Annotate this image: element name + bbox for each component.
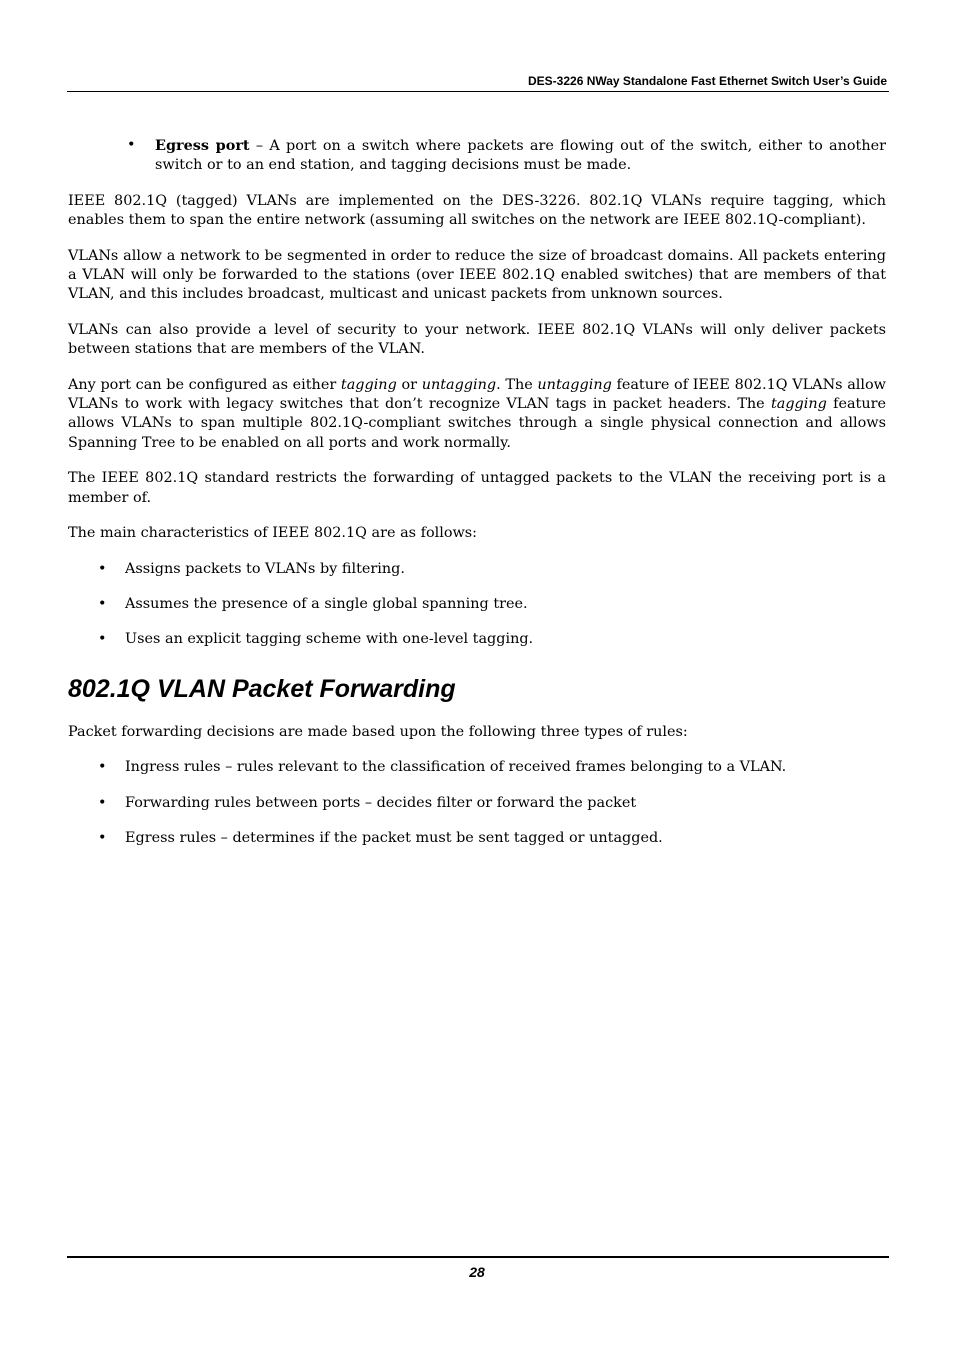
footer-rule: [67, 1256, 889, 1258]
text-run: or: [396, 376, 422, 393]
egress-definition-item: [68, 136, 886, 176]
egress-definition: – A port on a switch where packets are flowing out of the switch, either to another switch or to an end station, and tagging decisions must be made.: [155, 138, 886, 174]
bullet-icon: •: [98, 829, 107, 846]
list-item: [68, 794, 886, 813]
list-item: [68, 560, 886, 579]
list-item-text: Assumes the presence of a single global spanning tree.: [125, 595, 528, 612]
section-heading: 802.1Q VLAN Packet Forwarding: [68, 674, 456, 703]
list-item-text: Egress rules – determines if the packet must be sent tagged or untagged.: [125, 829, 663, 846]
bullet-icon: •: [98, 560, 107, 577]
page-body: [68, 136, 886, 864]
italic-term: untagging: [421, 376, 497, 393]
text-run: feature of IEEE 802.1Q VLANs allow VLANs to work with legacy switches that don’t recognize VLAN tags in packet headers. The: [68, 376, 886, 413]
paragraph-tagging: [68, 376, 886, 454]
characteristics-list: [68, 560, 886, 650]
paragraph-characteristics-intro: The main characteristics of IEEE 802.1Q are as follows:: [68, 525, 478, 542]
egress-term: Egress port: [155, 137, 250, 154]
paragraph-rules-intro: Packet forwarding decisions are made based upon the following three types of rules:: [68, 723, 688, 740]
list-item-text: Ingress rules – rules relevant to the classification of received frames belonging to a VLAN.: [125, 759, 787, 776]
bullet-icon: •: [98, 595, 107, 612]
list-item-text: Assigns packets to VLANs by filtering.: [125, 560, 405, 577]
italic-term: untagging: [537, 376, 612, 393]
rules-list: [68, 758, 886, 848]
running-header: DES-3226 NWay Standalone Fast Ethernet Switch User’s Guide: [528, 74, 887, 88]
list-item: [68, 758, 886, 777]
header-rule: [67, 91, 889, 92]
list-item-text: Forwarding rules between ports – decides filter or forward the packet: [125, 794, 637, 811]
bullet-icon: •: [98, 631, 107, 648]
page-number: 28: [469, 1264, 485, 1280]
bullet-icon: •: [127, 137, 136, 153]
text-run: Any port can be configured as either: [68, 376, 341, 393]
list-item: [68, 630, 886, 649]
list-item: [68, 595, 886, 614]
paragraph-security: VLANs can also provide a level of security to your network. IEEE 802.1Q VLANs will only deliver packets between stations that are members of the VLAN.: [68, 321, 886, 358]
list-item-text: Uses an explicit tagging scheme with one-level tagging.: [125, 631, 534, 648]
italic-term: tagging: [770, 396, 827, 413]
italic-term: tagging: [340, 376, 397, 393]
list-item: [68, 829, 886, 848]
text-run: feature allows VLANs to span multiple 802.1Q-compliant switches through a single physical connection and allows Spanning Tree to be enabled on all ports and work normally.: [68, 396, 886, 451]
egress-definition-list: [68, 136, 886, 176]
paragraph-segmentation: VLANs allow a network to be segmented in order to reduce the size of broadcast domains. All packets entering a VLAN will only be forwarded to the stations (over IEEE 802.1Q enabled switches) that are members of that VLAN, and this includes broadcast, multicast and unicast packets from unknown sources.: [68, 247, 886, 303]
paragraph-tagged-vlans: IEEE 802.1Q (tagged) VLANs are implemented on the DES-3226. 802.1Q VLANs require tagging, which enables them to span the entire network (assuming all switches on the network are IEEE 802.1Q-compliant).: [68, 192, 886, 229]
paragraph-untagged-forwarding: The IEEE 802.1Q standard restricts the forwarding of untagged packets to the VLAN the receiving port is a member of.: [68, 470, 886, 506]
bullet-icon: •: [98, 759, 107, 776]
text-run: . The: [496, 376, 538, 393]
bullet-icon: •: [98, 794, 107, 811]
